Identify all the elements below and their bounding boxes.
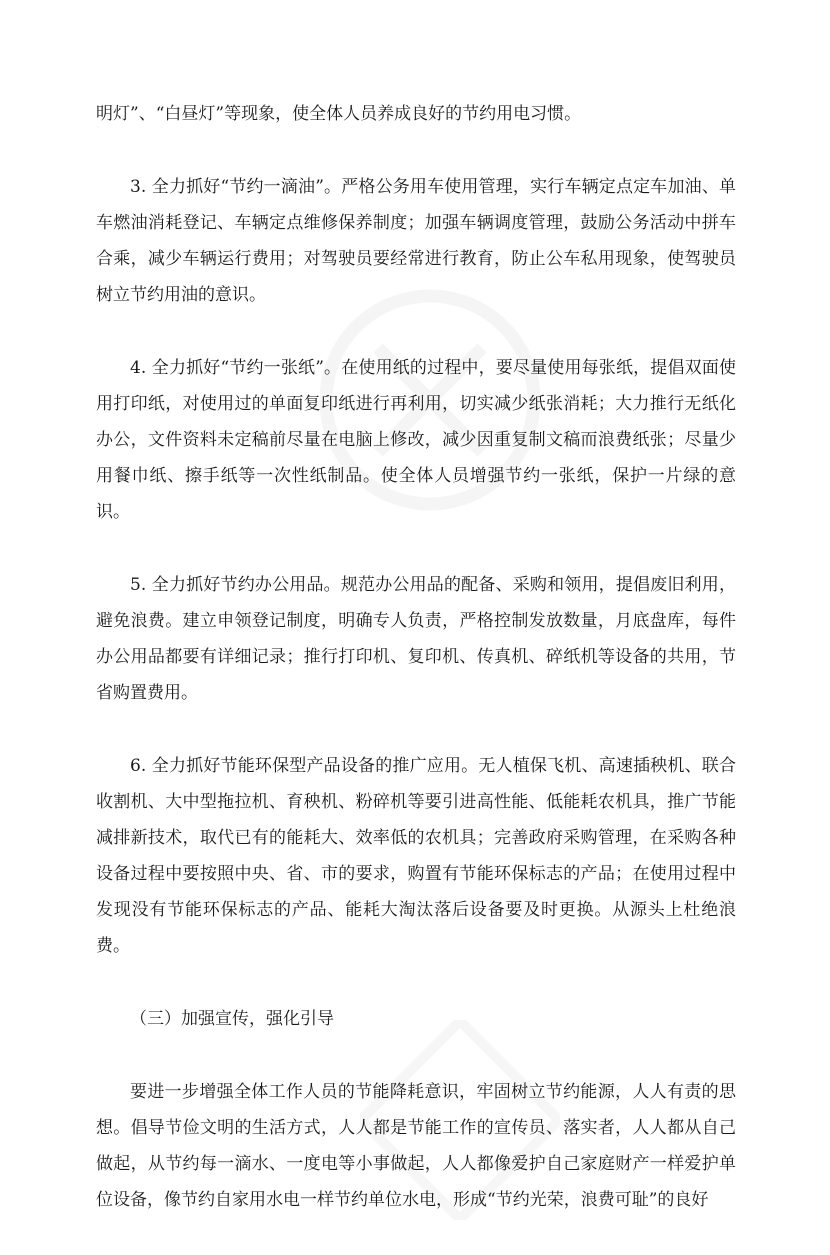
paragraph-continued-electricity: 明灯”、“白昼灯”等现象，使全体人员养成良好的节约用电习惯。 xyxy=(96,104,582,124)
paragraph-save-oil: 3. 全力抓好“节约一滴油”。严格公务用车使用管理，实行车辆定点定车加油、单车燃油消耗登记、车辆定点维修保养制度；加强车辆调度管理，鼓励公务活动中拼车合乘，减少车辆运行费用；对驾驶员要经常进行教育，防止公车私用现象，使驾驶员树立节约用油的意识。 xyxy=(96,177,736,305)
document-body xyxy=(96,96,736,1255)
paragraph-awareness: 要进一步增强全体工作人员的节能降耗意识，牢固树立节约能源，人人有责的思想。倡导节俭文明的生活方式，人人都是节能工作的宣传员、落实者，人人都从自己做起，从节约每一滴水、一度电等小事做起，人人都像爱护自己家庭财产一样爱护单位设备，像节约自家用水电一样节约单位水电，形成“节约光荣，浪费可耻”的良好 xyxy=(96,1082,736,1210)
section-heading-publicity: （三）加强宣传，强化引导 xyxy=(130,1009,334,1029)
paragraph-office-supplies: 5. 全力抓好节约办公用品。规范办公用品的配备、采购和领用，提倡废旧利用，避免浪费。建立申领登记制度，明确专人负责，严格控制发放数量，月底盘库，每件办公用品都要有详细记录；推行打印机、复印机、传真机、碎纸机等设备的共用，节省购置费用。 xyxy=(96,575,736,703)
paragraph-energy-saving-equipment: 6. 全力抓好节能环保型产品设备的推广应用。无人植保飞机、高速插秧机、联合收割机、大中型拖拉机、育秧机、粉碎机等要引进高性能、低能耗农机具，推广节能减排新技术，取代已有的能耗大、效率低的农机具；完善政府采购管理，在采购各种设备过程中要按照中央、省、市的要求，购置有节能环保标志的产品；在使用过程中发现没有节能环保标志的产品、能耗大淘汰落后设备要及时更换。从源头上杜绝浪费。 xyxy=(96,756,736,956)
paragraph-save-paper: 4. 全力抓好“节约一张纸”。在使用纸的过程中，要尽量使用每张纸，提倡双面使用打印纸，对使用过的单面复印纸进行再利用，切实减少纸张消耗；大力推行无纸化办公，文件资料未定稿前尽量在电脑上修改，减少因重复制文稿而浪费纸张；尽量少用餐巾纸、擦手纸等一次性纸制品。使全体人员增强节约一张纸，保护一片绿的意识。 xyxy=(96,358,736,522)
